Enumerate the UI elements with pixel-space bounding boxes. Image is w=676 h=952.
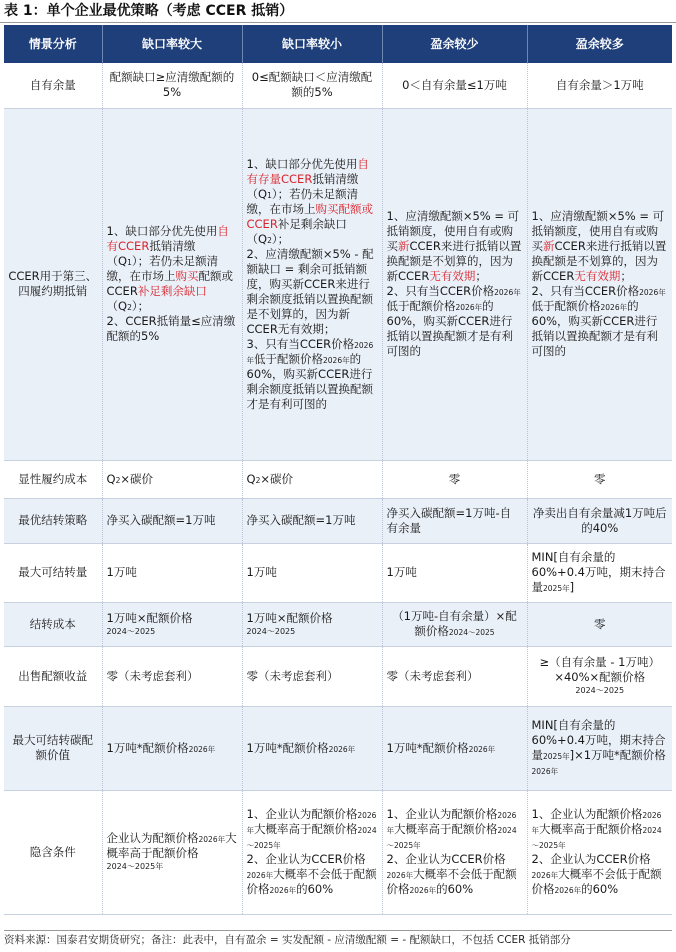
table-cell: 0＜自有余量≤1万吨: [382, 63, 527, 108]
cell-text: 低于配额价格: [531, 299, 601, 313]
table-cell: [242, 602, 382, 646]
cell-text: 大概率不会低于配额价格: [246, 867, 377, 896]
highlight-text: 补足剩余缺口: [137, 284, 207, 298]
cell-text: CCER来进行抵销以置换配额是不划算的，因为新CCER: [531, 239, 667, 283]
table-cell: [527, 543, 672, 602]
table-cell: 配额缺口≥应清缴配额的5%: [102, 63, 242, 108]
table-row: [4, 646, 672, 706]
cell-text: 补足剩余缺口（Q: [246, 216, 347, 246]
cell-text: 2、企业认为CCER价格: [386, 852, 506, 866]
cell-text: 1万吨×配额价格: [106, 610, 193, 625]
row-label: 结转成本: [4, 602, 102, 646]
table-cell: 净卖出自有余量减1万吨后的40%: [527, 498, 672, 543]
table-cell: [102, 108, 242, 460]
cell-text: 1万吨×配额价格: [246, 610, 333, 625]
row-label: 自有余量: [4, 63, 102, 108]
cell-text: 大概率高于配额价格: [106, 831, 237, 860]
cell-text: 1、应清缴配额×5% = 可抵销额度，使用自有或购买: [531, 209, 665, 253]
table-cell: 1万吨: [242, 543, 382, 602]
cell-text: 1万吨*配额价格: [246, 740, 329, 755]
small-text: 2024～2025: [106, 626, 156, 636]
cell-text: 大概率高于配额价格: [539, 822, 643, 836]
cell-text: 2、企业认为CCER价格: [246, 852, 366, 866]
cell-text: 1、缺口部分优先使用: [246, 156, 358, 171]
table-cell: 零: [527, 602, 672, 646]
table-row: [4, 63, 672, 108]
small-text: 2026年: [246, 340, 374, 365]
table-row: [4, 602, 672, 646]
cell-text: Q: [106, 471, 116, 486]
table-cell: 零: [382, 460, 527, 498]
subscript: 2: [127, 303, 132, 312]
cell-text: ；: [620, 269, 632, 283]
header-large-gap: 缺口率较大: [102, 25, 242, 63]
small-text: 2026年: [468, 744, 496, 754]
table-cell: [102, 790, 242, 914]
table-cell: [242, 108, 382, 460]
cell-text: 企业认为配额价格: [106, 831, 199, 845]
table-cell: 0≤配额缺口＜应清缴配额的5%: [242, 63, 382, 108]
cell-text: ；: [475, 269, 487, 283]
highlight-text: 购买: [175, 269, 199, 283]
small-text: 2024～2025年: [106, 862, 164, 871]
table-row: [4, 543, 672, 602]
cell-text: ]×1万吨*配额价格: [569, 748, 666, 762]
cell-text: （Q: [106, 299, 128, 313]
small-text: 2026年: [531, 767, 559, 776]
header-scenario: 情景分析: [4, 25, 102, 63]
cell-text: （1万吨-自有余量）×配额价格: [392, 609, 517, 638]
cell-text: ）；若仍未足额清缴，在市场上: [246, 186, 359, 216]
cell-text: 1万吨*配额价格: [106, 740, 189, 755]
small-text: 2026年: [323, 355, 350, 365]
header-small-gap: 缺口率较小: [242, 25, 382, 63]
small-text: 2026年: [198, 835, 226, 844]
small-text: 2026年: [246, 871, 274, 880]
table-cell: [242, 706, 382, 790]
cell-text: 的60%: [296, 882, 334, 896]
header-small-surplus: 盈余较少: [382, 25, 527, 63]
table-cell: [382, 108, 527, 460]
cell-text: 配额或CCER: [106, 269, 233, 298]
small-text: 2026年: [554, 886, 582, 895]
small-text: 2026年: [328, 744, 356, 754]
cell-text: Q: [246, 471, 256, 486]
row-label: 最大可结转量: [4, 543, 102, 602]
cell-text: 1、缺口部分优先使用: [106, 224, 218, 238]
table-cell: 零（未考虑套利）: [242, 646, 382, 706]
cell-text: 1、企业认为配额价格: [531, 807, 643, 821]
table-cell: 零（未考虑套利）: [382, 646, 527, 706]
small-text: 2024～2025年: [246, 826, 377, 850]
cell-text: 低于配额价格: [254, 351, 323, 366]
cell-text: 低于配额价格: [386, 299, 456, 313]
table-row: [4, 790, 672, 914]
table-cell: [527, 646, 672, 706]
table-cell: 自有余量＞1万吨: [527, 63, 672, 108]
cell-text: 1万吨*配额价格: [386, 740, 469, 755]
table-cell: 零: [527, 460, 672, 498]
cell-text: ×碳价: [260, 471, 293, 486]
cell-text: 2、企业认为CCER价格: [531, 852, 651, 866]
table-cell: [382, 602, 527, 646]
table-cell: [527, 790, 672, 914]
highlight-text: 新: [543, 239, 555, 253]
small-text: 2026年: [600, 303, 628, 312]
small-text: 2026年: [269, 886, 297, 895]
small-text: 2024～2025: [448, 628, 495, 637]
small-text: 2026年: [409, 886, 437, 895]
cell-text: CCER来进行抵销以置换配额是不划算的，因为新CCER: [386, 239, 522, 283]
cell-text: 抵销清缴（Q: [106, 239, 196, 268]
cell-text: 大概率高于配额价格: [254, 822, 358, 836]
table-cell: 净买入碳配额=1万吨-自有余量: [382, 498, 527, 543]
table-cell: 净买入碳配额=1万吨: [102, 498, 242, 543]
small-text: 2026年: [386, 871, 414, 880]
highlight-text: 自有存量CCER: [246, 156, 369, 186]
table-cell: [527, 706, 672, 790]
cell-text: 的60%: [436, 882, 474, 896]
table-title: 表 1：单个企业最优策略（考虑 CCER 抵销）: [4, 3, 294, 19]
header-row: [4, 25, 672, 63]
cell-text: MIN[自有余量的60%+0.4万吨，期末持合量: [531, 718, 666, 762]
row-label: 显性履约成本: [4, 460, 102, 498]
subscript: 1: [127, 258, 132, 267]
row-label: 最优结转策略: [4, 498, 102, 543]
cell-text: ≥（自有余量 - 1万吨）×40%×配额价格: [539, 655, 660, 684]
small-text: 2024～2025: [246, 626, 296, 636]
table-cell: [102, 460, 242, 498]
small-text: 2024～2025: [575, 686, 625, 695]
source-footnote: 资料来源：国泰君安期货研究；备注：此表中，自有盈余 = 实发配额 - 应清缴配额 = - 配额缺口，不包括 CCER 抵销部分: [4, 930, 672, 948]
small-text: 2025年: [543, 584, 570, 593]
table-cell: 1万吨: [102, 543, 242, 602]
small-text: 2025年: [543, 752, 570, 761]
small-text: 2026年: [455, 303, 483, 312]
row-label: 出售配额收益: [4, 646, 102, 706]
cell-text: 1、企业认为配额价格: [246, 807, 358, 821]
small-text: 2026年: [531, 811, 662, 835]
table-row: [4, 498, 672, 543]
table-row: [4, 706, 672, 790]
table-cell: [382, 706, 527, 790]
highlight-text: 自有CCER: [106, 224, 229, 253]
cell-text: 2、CCER抵销量≤应清缴配额的5%: [106, 314, 236, 343]
cell-text: 大概率不会低于配额价格: [531, 867, 662, 896]
table-cell: [242, 790, 382, 914]
small-text: 2026年: [246, 811, 377, 835]
title-divider: [0, 22, 676, 23]
subscript: 2: [255, 475, 261, 485]
cell-text: ]: [569, 580, 575, 594]
highlight-text: 新: [398, 239, 410, 253]
cell-text: MIN[自有余量的60%+0.4万吨，期末持合量: [531, 550, 666, 594]
table-cell: [527, 108, 672, 460]
table-cell: [382, 790, 527, 914]
cell-text: 的60%，购买新CCER进行抵销以置换配额才是有利可图的: [386, 299, 513, 358]
subscript: 2: [267, 235, 272, 245]
cell-text: 1、企业认为配额价格: [386, 807, 498, 821]
small-text: 2026年: [639, 288, 666, 297]
table-cell: 1万吨: [382, 543, 527, 602]
small-text: 2026年: [494, 288, 521, 297]
cell-text: 大概率不会低于配额价格: [386, 867, 517, 896]
table-cell: 零（未考虑套利）: [102, 646, 242, 706]
small-text: 2026年: [188, 744, 216, 754]
small-text: 2026年: [531, 871, 559, 880]
table-cell: [102, 602, 242, 646]
highlight-text: 无有效期: [574, 269, 621, 283]
row-label: 最大可结转碳配额价值: [4, 706, 102, 790]
table-cell: [102, 706, 242, 790]
table-row: [4, 460, 672, 498]
row-label: 隐含条件: [4, 790, 102, 914]
cell-text: ）；: [131, 299, 150, 313]
small-text: 2024～2025年: [531, 826, 662, 850]
cell-text: 的60%，购买新CCER进行抵销以置换配额才是有利可图的: [531, 299, 658, 358]
cell-text: ×碳价: [120, 471, 153, 486]
highlight-text: 购买配额或CCER: [246, 201, 373, 231]
cell-text: 大概率高于配额价格: [394, 822, 498, 836]
cell-text: 2、只有当CCER价格: [386, 284, 495, 298]
cell-text: 的60%，购买新CCER进行剩余额度抵销以置换配额才是有利可图的: [246, 351, 373, 411]
cell-text: 2、只有当CCER价格: [531, 284, 640, 298]
cell-text: 2、应清缴配额×5% - 配额缺口 = 剩余可抵销额度，购买新CCER来进行剩余额度抵销以置换配额是不划算的，因为新CCER无有效期；: [246, 246, 374, 336]
table-row: [4, 108, 672, 460]
header-large-surplus: 盈余较多: [527, 25, 672, 63]
small-text: 2026年: [386, 811, 517, 835]
small-text: 2024～2025年: [386, 826, 517, 850]
cell-text: ）；: [271, 231, 290, 246]
subscript: 2: [115, 475, 121, 485]
cell-text: 的60%: [581, 882, 619, 896]
table-cell: [242, 460, 382, 498]
cell-text: 3、只有当CCER价格: [246, 336, 355, 351]
cell-text: 抵销清缴（Q: [246, 171, 359, 201]
cell-text: 1、应清缴配额×5% = 可抵销额度，使用自有或购买: [386, 209, 520, 253]
cell-text: ）；若仍未足额清缴，在市场上: [106, 254, 219, 283]
table-cell: 净买入碳配额=1万吨: [242, 498, 382, 543]
row-label: CCER用于第三、四履约期抵销: [4, 108, 102, 460]
subscript: 1: [267, 190, 272, 200]
highlight-text: 无有效期: [429, 269, 476, 283]
strategy-table: [4, 25, 672, 915]
